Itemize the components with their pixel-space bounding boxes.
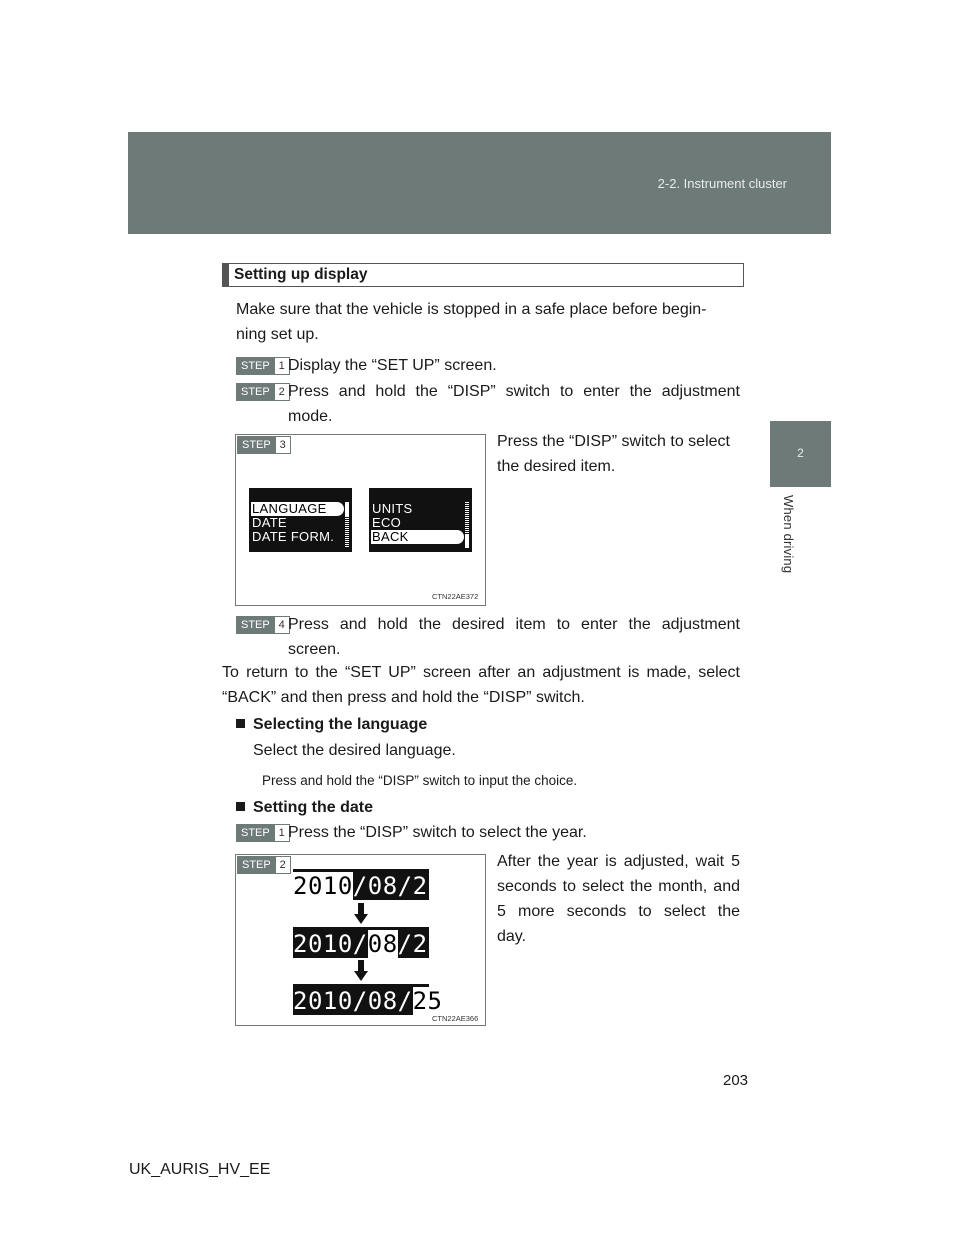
scrollbar-thumb — [465, 534, 469, 548]
date-display-month — [293, 927, 443, 958]
step-badge-3 — [237, 436, 291, 454]
date-step-1-text: Press the “DISP” switch to select the year. — [288, 824, 587, 841]
section-title: Setting up display — [222, 263, 744, 287]
menu-item-date-form: DATE FORM. — [252, 529, 335, 544]
section-breadcrumb: 2-2. Instrument cluster — [657, 176, 787, 191]
footer-code: UK_AURIS_HV_EE — [129, 1161, 271, 1178]
menu-item-date: DATE — [252, 515, 287, 530]
language-note: Press and hold the “DISP” switch to input the choice. — [262, 773, 578, 788]
chapter-number: 2 — [797, 446, 804, 460]
date-month-highlight: 08 — [367, 930, 398, 958]
step-number: 2 — [274, 384, 289, 400]
step-3-text-line-1: Press the “DISP” switch to select — [497, 433, 730, 450]
language-heading-text: Selecting the language — [253, 716, 428, 733]
date-heading — [236, 799, 373, 817]
date-day-highlight: 25 — [412, 987, 443, 1015]
step-4-text-line-2: screen. — [288, 641, 341, 658]
date-pre: 2010/08/ — [293, 987, 413, 1015]
step-4-text-line-1: Press and hold the desired item to enter the adjustment — [288, 616, 740, 633]
step-word: STEP — [237, 384, 274, 400]
date-pre: 2010/ — [293, 930, 368, 958]
step-badge-2 — [236, 383, 290, 401]
step-number: 2 — [275, 857, 290, 873]
menu-item-units: UNITS — [372, 501, 413, 516]
arrow-down-icon — [354, 960, 368, 982]
menu-list-left — [251, 502, 344, 544]
figure-code: CTN22AE366 — [432, 1014, 479, 1023]
intro-line-1: Make sure that the vehicle is stopped in a safe place before begin- — [236, 301, 707, 318]
language-text: Select the desired language. — [253, 742, 456, 759]
chapter-label: When driving — [781, 495, 796, 574]
step-word: STEP — [237, 358, 274, 374]
menu-item-language: LANGUAGE — [251, 502, 344, 516]
return-text-line-1: To return to the “SET UP” screen after an adjustment is made, select — [222, 664, 740, 681]
step-badge-4 — [236, 616, 290, 634]
date-step-2-line-4: day. — [497, 928, 527, 945]
figure-code: CTN22AE372 — [432, 592, 479, 601]
step-word: STEP — [237, 617, 274, 633]
step-2-text-line-1: Press and hold the “DISP” switch to enter the adjustment — [288, 383, 740, 400]
return-text-line-2: “BACK” and then press and hold the “DISP” switch. — [222, 689, 585, 706]
date-rest: /08/25 — [352, 872, 443, 900]
figure-date-setting — [235, 854, 486, 1026]
scrollbar-track — [465, 502, 469, 534]
date-post: /25 — [397, 930, 443, 958]
arrow-down-icon — [354, 903, 368, 925]
step-word: STEP — [238, 437, 275, 453]
step-1-text: Display the “SET UP” screen. — [288, 357, 497, 374]
step-badge-1 — [236, 357, 290, 375]
step-word: STEP — [238, 857, 275, 873]
language-heading — [236, 716, 427, 734]
step-2-text-line-2: mode. — [288, 408, 333, 425]
step-word: STEP — [237, 825, 274, 841]
step-number: 4 — [274, 617, 289, 633]
step-number: 1 — [274, 825, 289, 841]
page-number: 203 — [723, 1072, 749, 1089]
date-display-year — [293, 869, 443, 900]
step-number: 3 — [275, 437, 290, 453]
menu-screen-right — [369, 488, 472, 552]
scrollbar-thumb — [345, 502, 349, 516]
menu-list-right — [371, 502, 464, 544]
intro-line-2: ning set up. — [236, 326, 319, 343]
date-year-highlight: 2010 — [293, 872, 353, 900]
date-step-2-line-1: After the year is adjusted, wait 5 — [497, 853, 740, 870]
date-step-badge-2 — [237, 856, 291, 874]
menu-screen-left — [249, 488, 352, 552]
date-heading-text: Setting the date — [253, 799, 374, 816]
scrollbar-track — [345, 516, 349, 548]
date-step-2-line-2: seconds to select the month, and — [497, 878, 740, 895]
date-display-day — [293, 984, 443, 1015]
menu-item-back: BACK — [371, 530, 464, 544]
date-step-2-line-3: 5 more seconds to select the — [497, 903, 740, 920]
step-3-text-line-2: the desired item. — [497, 458, 616, 475]
step-number: 1 — [274, 358, 289, 374]
menu-item-eco: ECO — [372, 515, 402, 530]
date-step-badge-1 — [236, 824, 290, 842]
figure-setup-menu — [235, 434, 486, 606]
